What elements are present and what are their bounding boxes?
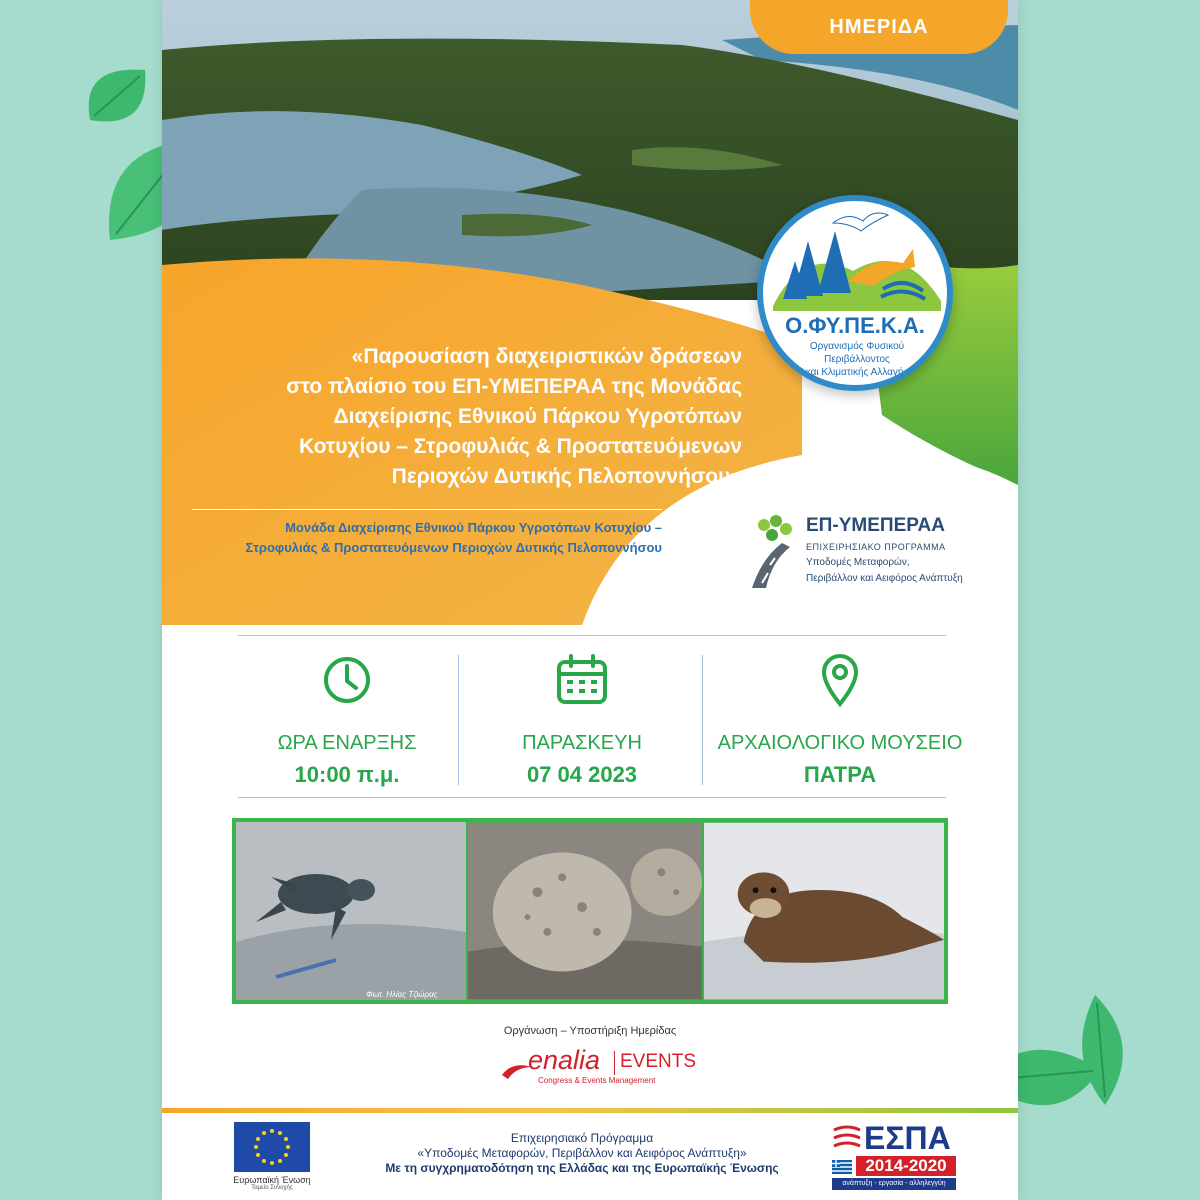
info-date xyxy=(462,650,702,790)
ep-program-label: ΕΠΙΧΕΙΡΗΣΙΑΚΟ ΠΡΟΓΡΑΜΜΑ xyxy=(806,542,946,552)
eu-fund: Ταμείο Συνοχής xyxy=(251,1185,293,1191)
ep-ymeperaa-logo xyxy=(740,505,1010,595)
event-poster xyxy=(162,0,1018,1200)
eu-stars-icon xyxy=(234,1122,310,1172)
photo-credit: Φωτ. Ηλίας Τζιώρας xyxy=(366,990,438,999)
sea-turtle-photo xyxy=(236,822,466,1000)
event-title-line: «Παρουσίαση διαχειριστικών δράσεων xyxy=(351,345,742,368)
info-time xyxy=(232,650,462,790)
event-subtitle xyxy=(186,518,662,558)
title-divider xyxy=(192,509,662,510)
coral-reef-photo xyxy=(468,822,702,1000)
eu-flag xyxy=(234,1122,310,1172)
event-title-line: Διαχείρισης Εθνικού Πάρκου Υγροτόπων xyxy=(333,405,742,428)
road-tree-icon xyxy=(742,513,802,593)
info-separator xyxy=(702,655,703,785)
espa-waves-icon xyxy=(832,1124,862,1158)
greek-flag-icon xyxy=(832,1160,852,1174)
footer-line: Με τη συγχρηματοδότηση της Ελλάδας και της Ευρωπαϊκής Ένωσης xyxy=(385,1161,779,1175)
ofypeka-logo xyxy=(757,195,953,391)
otter-photo xyxy=(704,822,944,1000)
enalia-separator xyxy=(614,1051,615,1075)
date-value: 07 04 2023 xyxy=(526,762,638,787)
ofypeka-desc-line: και Κλιματικής Αλλαγής xyxy=(805,367,909,378)
info-bottom-divider xyxy=(238,797,946,798)
ep-program-line: Υποδομές Μεταφορών, xyxy=(806,557,910,568)
start-time-value: 10:00 π.μ. xyxy=(294,762,400,787)
enalia-events: EVENTS xyxy=(620,1051,697,1072)
event-subtitle-line: Μονάδα Διαχείρισης Εθνικού Πάρκου Υγροτόπων Κοτυχίου – xyxy=(285,520,662,535)
organization-label: Οργάνωση – Υποστήριξη Ημερίδας xyxy=(503,1025,677,1037)
wildlife-photo-strip xyxy=(232,818,948,1004)
clock-icon xyxy=(322,652,372,708)
ofypeka-desc-line: Οργανισμός Φυσικού Περιβάλλοντος xyxy=(809,341,905,365)
venue-label: ΑΡΧΑΙΟΛΟΓΙΚΟ ΜΟΥΣΕΙΟ xyxy=(717,732,963,754)
footer-gradient-rule xyxy=(162,1108,1018,1113)
eu-name: Ευρωπαϊκή Ένωση xyxy=(233,1175,311,1185)
eu-logo xyxy=(234,1122,310,1192)
sea-turtle-illustration xyxy=(236,822,466,1000)
info-top-divider xyxy=(238,635,946,636)
calendar-icon xyxy=(555,652,609,708)
start-time-label: ΩΡΑ ΕΝΑΡΞΗΣ xyxy=(277,732,417,754)
event-subtitle-line: Στροφυλιάς & Προστατευόμενων Περιοχών Δυτικής Πελοποννήσου xyxy=(245,540,662,555)
ep-program-line: Περιβάλλον και Αειφόρος Ανάπτυξη xyxy=(806,573,963,584)
venue-city: ΠΑΤΡΑ xyxy=(803,762,877,787)
footer-line: Επιχειρησιακό Πρόγραμμα xyxy=(510,1131,654,1145)
ofypeka-description xyxy=(777,340,937,379)
day-label: ΠΑΡΑΣΚΕΥΗ xyxy=(522,732,642,754)
event-type-tag: ΗΜΕΡΙΔΑ xyxy=(750,0,1008,54)
ep-title: ΕΠ-ΥΜΕΠΕΡΑΑ xyxy=(806,515,945,536)
event-title-line: Περιοχών Δυτικής Πελοποννήσου» xyxy=(391,465,742,488)
ofypeka-name: Ο.ΦΥ.ΠΕ.Κ.Α. xyxy=(785,313,925,338)
footer-line: «Υποδομές Μεταφορών, Περιβάλλον και Αειφόρος Ανάπτυξη» xyxy=(417,1146,747,1160)
enalia-tagline: Congress & Events Management xyxy=(538,1076,656,1085)
event-title xyxy=(182,342,742,492)
info-place xyxy=(707,650,973,790)
event-title-line: Κοτυχίου – Στροφυλιάς & Προστατευόμενων xyxy=(298,435,742,458)
event-title-line: στο πλαίσιο του ΕΠ-ΥΜΕΠΕΡΑΑ της Μονάδας xyxy=(286,375,742,398)
ofypeka-emblem xyxy=(763,201,947,311)
enalia-name: enalia xyxy=(528,1045,601,1075)
location-pin-icon xyxy=(820,652,860,708)
espa-logo xyxy=(828,1120,958,1192)
info-separator xyxy=(458,655,459,785)
footer-program-text xyxy=(342,1131,822,1176)
espa-name: ΕΣΠΑ xyxy=(864,1120,951,1156)
enalia-events-logo xyxy=(502,1045,702,1085)
espa-years: 2014-2020 xyxy=(856,1156,956,1176)
espa-slogan: ανάπτυξη - εργασία - αλληλεγγύη xyxy=(832,1178,956,1190)
